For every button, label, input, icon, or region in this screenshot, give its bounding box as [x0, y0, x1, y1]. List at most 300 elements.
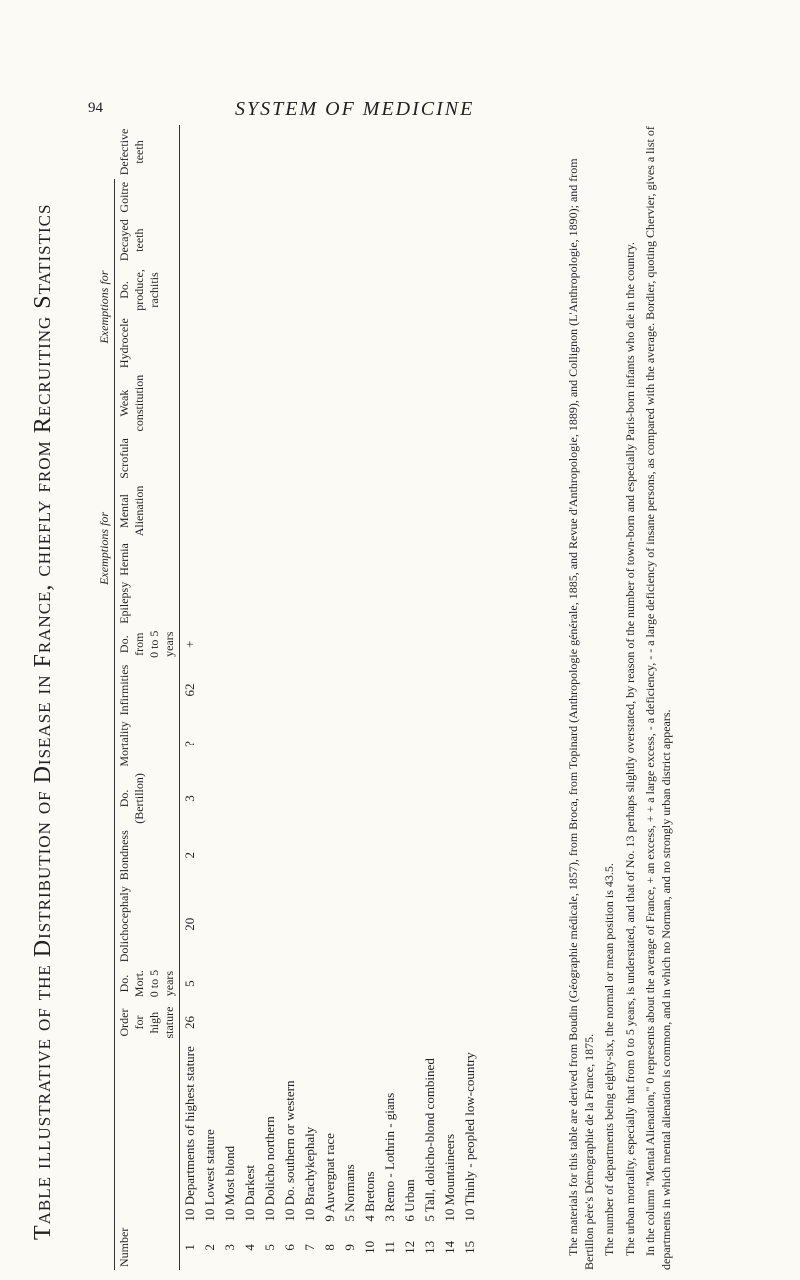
footnotes [565, 125, 678, 1270]
table-cell [420, 579, 440, 627]
column-header: Blondness [115, 827, 180, 883]
table-cell [200, 216, 220, 265]
row-label: 5 Normans [342, 1164, 357, 1222]
table-cell [360, 965, 380, 1002]
table-cell [280, 883, 300, 965]
table-cell [440, 662, 460, 719]
row-label: 5 Tall, dolicho-blond combined [422, 1058, 437, 1222]
table-cell [260, 718, 280, 769]
table-cell [460, 265, 480, 315]
table-cell [420, 1002, 440, 1043]
table-cell: 2 [182, 852, 197, 859]
row-number: 1 [182, 1244, 197, 1251]
table-cell [440, 965, 460, 1002]
table-cell [280, 371, 300, 435]
table-cell [280, 125, 300, 179]
footnote: The materials for this table are derived from Boudin (Géographie médicale, 1857), from Broca, from Topinard (Anthropologie générale, 1885, and Revue d'Anthropologie, 1889), and Collignon (L'Anthropologie, 1890); and from Bertillon père's Démographie de la France, 1875. [566, 158, 597, 1270]
table-cell [200, 827, 220, 883]
table-cell [240, 579, 260, 627]
row-label: 3 Remo - Lothrin - gians [382, 1092, 397, 1222]
table-cell [460, 770, 480, 828]
table-cell [280, 179, 300, 216]
table-cell [460, 540, 480, 579]
table-cell [340, 718, 360, 769]
table-cell [280, 435, 300, 482]
table-cell [280, 540, 300, 579]
table-cell [360, 265, 380, 315]
row-label: 10 Dolicho northern [262, 1116, 277, 1222]
table-cell [360, 770, 380, 828]
page-number: 94 [88, 100, 103, 116]
table-cell [260, 883, 280, 965]
table-cell [260, 125, 280, 179]
table-cell [300, 1002, 320, 1043]
table-cell [360, 216, 380, 265]
footnote: The number of departments being eighty-six, the normal or mean position is 43.5. [602, 863, 617, 1256]
table-cell [200, 371, 220, 435]
column-header: Goitre [115, 179, 180, 216]
table-cell [320, 216, 340, 265]
table-cell [380, 315, 400, 371]
table-cell [400, 827, 420, 883]
table-cell [340, 627, 360, 662]
table-cell [180, 579, 201, 627]
table-cell [380, 125, 400, 179]
table-cell [260, 1002, 280, 1043]
table-cell [400, 265, 420, 315]
table-cell [240, 1002, 260, 1043]
row-number: 7 [302, 1244, 317, 1251]
table-cell [380, 627, 400, 662]
table-cell [200, 315, 220, 371]
table-cell [320, 540, 340, 579]
table-cell [420, 540, 440, 579]
table-cell [340, 1002, 360, 1043]
table-cell [360, 371, 380, 435]
table-cell [300, 371, 320, 435]
table-cell [180, 435, 201, 482]
table-cell [240, 216, 260, 265]
table-cell [420, 315, 440, 371]
column-header: Scrofula [115, 435, 180, 482]
column-header-row [115, 125, 180, 1270]
table-cell [460, 371, 480, 435]
table-cell [220, 540, 240, 579]
table-cell [360, 315, 380, 371]
table-cell [200, 718, 220, 769]
table-row [280, 125, 300, 1270]
table-cell [200, 579, 220, 627]
table-cell [400, 883, 420, 965]
column-header: Mortality [115, 718, 180, 769]
table-cell [340, 662, 360, 719]
table-cell [300, 482, 320, 540]
table-row [200, 125, 220, 1270]
table-cell [280, 770, 300, 828]
table-cell [400, 179, 420, 216]
table-cell [460, 435, 480, 482]
table-cell [180, 540, 201, 579]
table-cell [320, 662, 340, 719]
table-cell [320, 265, 340, 315]
row-number: 3 [222, 1244, 237, 1251]
table-cell [340, 770, 360, 828]
table-cell [460, 216, 480, 265]
table-cell [320, 125, 340, 179]
table-cell [380, 662, 400, 719]
table-cell [400, 540, 420, 579]
table-cell [460, 179, 480, 216]
table-row [440, 125, 460, 1270]
table-cell [320, 883, 340, 965]
table-cell [360, 883, 380, 965]
row-number: 11 [382, 1241, 397, 1254]
table-cell [180, 371, 201, 435]
running-title: Table illustrative of the Distribution of Disease in France, chiefly from Recruiting Statistics [30, 203, 56, 1240]
table-row [180, 125, 201, 1270]
table-row [380, 125, 400, 1270]
table-cell [200, 883, 220, 965]
column-header [115, 1043, 180, 1224]
table-cell [460, 827, 480, 883]
table-cell [400, 315, 420, 371]
table-cell [300, 883, 320, 965]
table-cell [300, 627, 320, 662]
table-cell [320, 627, 340, 662]
row-label: 10 Most blond [222, 1145, 237, 1222]
exemptions-group-1: Exemptions for [95, 435, 115, 662]
table-cell [400, 371, 420, 435]
table-cell [220, 371, 240, 435]
table-row [340, 125, 360, 1270]
table-cell: 62 [182, 683, 197, 697]
table-cell [320, 1002, 340, 1043]
table-cell [260, 965, 280, 1002]
table-cell [440, 540, 460, 579]
table-cell [440, 883, 460, 965]
table-cell [320, 965, 340, 1002]
table-cell [380, 179, 400, 216]
row-number: 8 [322, 1244, 337, 1251]
row-label: 10 Lowest stature [202, 1129, 217, 1222]
table-cell [240, 883, 260, 965]
column-header: Infirmities [115, 662, 180, 719]
table-cell [420, 371, 440, 435]
table-cell [280, 827, 300, 883]
table-cell [340, 482, 360, 540]
statistics-table [95, 125, 480, 1270]
table-cell [320, 482, 340, 540]
table-cell [440, 125, 460, 179]
table-cell [280, 216, 300, 265]
table-cell [260, 315, 280, 371]
table-cell [360, 627, 380, 662]
table-cell: ? [182, 741, 197, 747]
table-cell [180, 482, 201, 540]
table-cell [440, 315, 460, 371]
table-cell [300, 315, 320, 371]
table-cell [400, 435, 420, 482]
table-cell [240, 718, 260, 769]
table-cell [400, 1002, 420, 1043]
table-cell [460, 662, 480, 719]
table-cell [220, 216, 240, 265]
table-body [180, 125, 481, 1270]
table-cell [280, 482, 300, 540]
table-cell [340, 125, 360, 179]
table-cell [300, 662, 320, 719]
table-cell [220, 265, 240, 315]
table-cell [240, 540, 260, 579]
row-label: 6 Urban [402, 1179, 417, 1222]
table-cell [260, 179, 280, 216]
column-header: Mental Alienation [115, 482, 180, 540]
table-cell [420, 827, 440, 883]
table-row [360, 125, 380, 1270]
table-cell: + [182, 640, 197, 648]
table-cell [360, 1002, 380, 1043]
column-header: Do. produce, rachitis [115, 265, 180, 315]
table-cell [380, 718, 400, 769]
table-cell [240, 265, 260, 315]
table-cell [320, 770, 340, 828]
table-cell [240, 770, 260, 828]
table-row [460, 125, 480, 1270]
column-header: Order for high stature [115, 1002, 180, 1043]
table-cell [400, 770, 420, 828]
row-label: 4 Bretons [362, 1171, 377, 1222]
table-cell [240, 371, 260, 435]
table-cell [460, 965, 480, 1002]
table-cell [360, 540, 380, 579]
table-cell [440, 1002, 460, 1043]
table-cell [440, 371, 460, 435]
column-header: Decayed teeth [115, 216, 180, 265]
column-header: Do. Mort. 0 to 5 years [115, 965, 180, 1002]
row-number: 4 [242, 1244, 257, 1251]
table-cell [300, 827, 320, 883]
table-cell [340, 371, 360, 435]
table-cell: 3 [182, 795, 197, 802]
row-number: 5 [262, 1244, 277, 1251]
table-cell [180, 315, 201, 371]
table-cell [420, 662, 440, 719]
table-cell [340, 965, 360, 1002]
table-cell [440, 265, 460, 315]
table-cell [240, 482, 260, 540]
table-cell [340, 315, 360, 371]
table-cell [420, 627, 440, 662]
table-cell [360, 179, 380, 216]
table-cell [180, 265, 201, 315]
row-number: 14 [442, 1240, 457, 1254]
table-cell [260, 827, 280, 883]
row-label: 10 Darkest [242, 1164, 257, 1222]
table-cell [280, 627, 300, 662]
table-cell [240, 435, 260, 482]
table-cell [380, 435, 400, 482]
table-cell [420, 265, 440, 315]
table-cell [260, 627, 280, 662]
column-header: Number [115, 1225, 180, 1270]
column-header: Hydrocele [115, 315, 180, 371]
column-header: Hernia [115, 540, 180, 579]
row-number: 6 [282, 1244, 297, 1251]
table-cell [220, 827, 240, 883]
table-cell [300, 540, 320, 579]
table-cell [440, 179, 460, 216]
table-cell [220, 883, 240, 965]
table-row [300, 125, 320, 1270]
table-cell [300, 579, 320, 627]
table-cell [200, 435, 220, 482]
table-cell [260, 371, 280, 435]
table-cell [200, 179, 220, 216]
table-cell [420, 482, 440, 540]
table-cell [220, 627, 240, 662]
row-number: 12 [402, 1240, 417, 1254]
table-cell [420, 770, 440, 828]
table-cell [280, 718, 300, 769]
group-header-row [95, 125, 115, 1270]
page-header: SYSTEM OF MEDICINE [235, 98, 475, 120]
table-cell [340, 435, 360, 482]
table-cell [200, 770, 220, 828]
table-cell [280, 315, 300, 371]
table-cell [440, 216, 460, 265]
column-header: Do. (Bertillon) [115, 770, 180, 828]
table-cell [180, 216, 201, 265]
table-cell [380, 579, 400, 627]
table-cell [280, 662, 300, 719]
table-cell [220, 579, 240, 627]
running-title-sidebar [0, 0, 78, 1280]
table-cell [440, 718, 460, 769]
column-header: Do. from 0 to 5 years [115, 627, 180, 662]
row-label: 10 Brachykephaly [302, 1126, 317, 1222]
table-cell [220, 662, 240, 719]
table-row [260, 125, 280, 1270]
table-cell: 5 [182, 980, 197, 987]
table-cell [320, 371, 340, 435]
column-header: Epilepsy [115, 579, 180, 627]
table-cell [220, 770, 240, 828]
table-cell [340, 179, 360, 216]
table-cell [460, 315, 480, 371]
table-cell [440, 770, 460, 828]
table-cell [360, 827, 380, 883]
table-cell [420, 125, 440, 179]
row-number: 2 [202, 1244, 217, 1251]
table-cell [460, 627, 480, 662]
table-cell [380, 965, 400, 1002]
table-cell [300, 125, 320, 179]
table-cell [240, 662, 260, 719]
column-header: Dolichocephaly [115, 883, 180, 965]
table-cell [440, 579, 460, 627]
table-cell [460, 1002, 480, 1043]
table-cell [220, 315, 240, 371]
table-cell [220, 179, 240, 216]
table-cell [420, 179, 440, 216]
table-cell [340, 540, 360, 579]
table-cell [400, 662, 420, 719]
column-header: Weak constitution [115, 371, 180, 435]
table-cell [280, 965, 300, 1002]
row-label: 10 Thinly - peopled low-country [462, 1052, 477, 1222]
table-cell [240, 965, 260, 1002]
table-cell [340, 265, 360, 315]
table-cell [240, 125, 260, 179]
row-label: 10 Do. southern or western [282, 1080, 297, 1222]
footnote: In the column "Mental Alienation," 0 represents about the average of France, + an excess, + + a large excess, - a deficiency, - - a large deficiency of insane persons, as compared with the average. Bordier, quoting Chervier, gives a list of departments in which mental alienation is common, and in which no Norman, and no strongly urban district appears. [642, 126, 673, 1270]
row-number: 9 [342, 1244, 357, 1251]
table-cell [460, 579, 480, 627]
table-cell [440, 482, 460, 540]
table-cell [320, 718, 340, 769]
table-cell [200, 1002, 220, 1043]
table-cell [220, 965, 240, 1002]
table-cell [280, 1002, 300, 1043]
table-cell [300, 965, 320, 1002]
table-cell [260, 770, 280, 828]
table-cell [380, 1002, 400, 1043]
table-cell: 26 [182, 1016, 197, 1030]
rotated-table-area [95, 125, 755, 1270]
table-cell [380, 371, 400, 435]
table-row [320, 125, 340, 1270]
row-label: 10 Mountaineers [442, 1133, 457, 1222]
row-label: 10 Departments of highest stature [182, 1046, 197, 1222]
table-cell [340, 883, 360, 965]
table-cell [420, 965, 440, 1002]
table-cell [440, 627, 460, 662]
table-cell [460, 883, 480, 965]
table-cell [200, 540, 220, 579]
table-cell [400, 482, 420, 540]
table-cell [200, 965, 220, 1002]
table-cell [320, 579, 340, 627]
table-cell [260, 216, 280, 265]
column-header: Defective teeth [115, 125, 180, 179]
table-cell [440, 827, 460, 883]
rotated-content [95, 125, 755, 1270]
table-cell [300, 216, 320, 265]
table-cell [340, 827, 360, 883]
table-cell [260, 540, 280, 579]
table-cell [280, 579, 300, 627]
row-label: 9 Auvergnat race [322, 1133, 337, 1222]
table-cell [340, 579, 360, 627]
table-cell [380, 216, 400, 265]
table-cell [300, 265, 320, 315]
table-cell [280, 265, 300, 315]
table-cell [320, 315, 340, 371]
table-cell [260, 435, 280, 482]
table-cell [220, 1002, 240, 1043]
table-cell [240, 179, 260, 216]
table-cell [420, 216, 440, 265]
table-cell [240, 627, 260, 662]
table-cell [460, 482, 480, 540]
table-cell [440, 435, 460, 482]
table-cell [320, 435, 340, 482]
table-cell [460, 718, 480, 769]
table-cell [400, 216, 420, 265]
table-cell [380, 827, 400, 883]
table-cell [380, 482, 400, 540]
table-cell [380, 540, 400, 579]
